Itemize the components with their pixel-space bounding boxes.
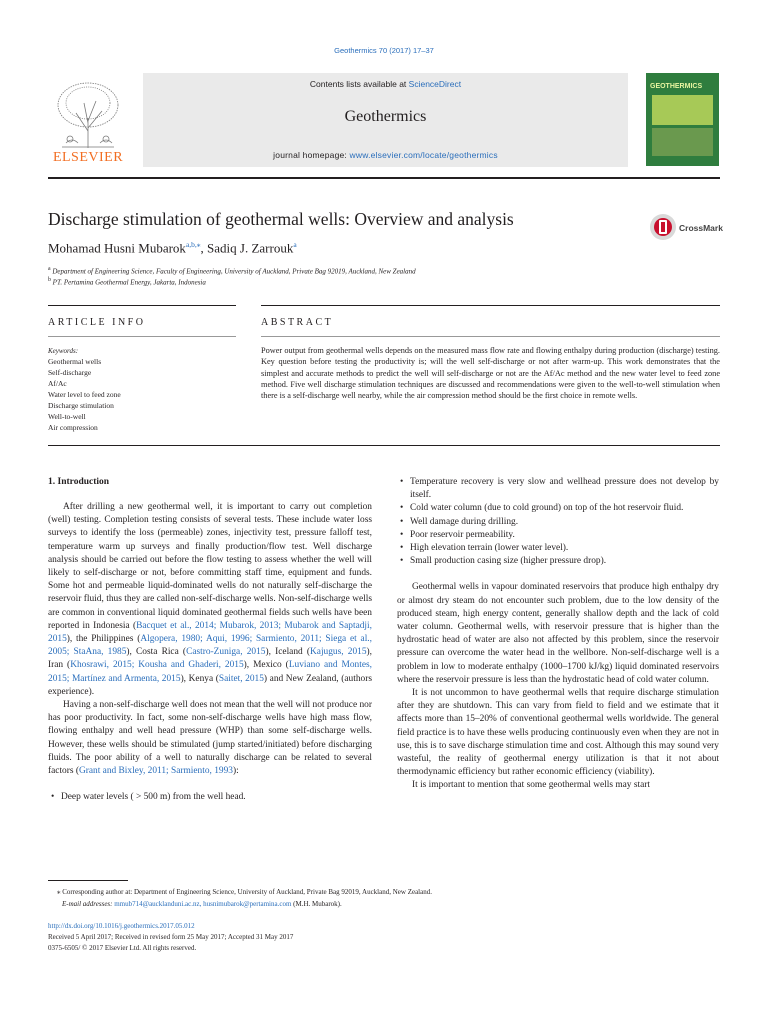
info-divider [48, 336, 236, 337]
abstract-heading: ABSTRACT [261, 317, 334, 328]
copyright-line: 0375-6505/ © 2017 Elsevier Ltd. All rights reserved. [48, 944, 197, 952]
citation-link[interactable]: Grant and Bixley, 2011; Sarmiento, 1993 [78, 766, 233, 777]
footnote-rule [48, 880, 128, 881]
journal-reference-link[interactable]: Geothermics 70 (2017) 17–37 [334, 46, 434, 55]
text-run: After drilling a new geothermal well, it is important to carry out completion (well) testing. Completion testing consists of several tests. These include water loss surveys to identify the loss (permeable) zones, injectivity test, pressure falloff test, temperature warm up surveys and finally production/flow test. Well discharge analysis should be carried out before the flow testing to assess whether the well will likely to self-discharge or not, before committing staff time, equipment and funds. Some hot and permeable liquid-dominated wells do not naturally self-discharge the reservoir fluid, thus they are called non-self-discharge wells. Non-self-discharge wells are common in conventional liquid dominated geothermal fields such wells have been reported in Indonesia ( [48, 502, 372, 631]
keyword-item: Water level to feed zone [48, 390, 121, 399]
journal-cover-thumbnail [646, 73, 719, 166]
text-run: Having a non-self-discharge well does not mean that the well will not produce nor has poor productivity. In fact, some non-self-discharge wells have high mass flow, flowing enthalpy and well head pressure (WHP) than some self-discharge wells. However, these wells should be stimulated (jump started/initiated) before discharging fluids. The poor ability of a well to naturally discharge can be related to several factors ( [48, 700, 372, 777]
text-run: ): [232, 766, 239, 777]
journal-homepage-link[interactable]: www.elsevier.com/locate/geothermics [349, 150, 498, 160]
footnote-marker: ⁎ [57, 888, 61, 896]
header-rule [48, 177, 720, 179]
email-links[interactable]: mmub714@aucklanduni.ac.nz, husnimubarok@pertamina.com [114, 900, 292, 908]
abstract-bottom-rule [48, 445, 720, 446]
keywords-label: Keywords: [48, 347, 79, 355]
text-run: ) and New Zealand, (authors experience). [48, 673, 372, 697]
text-run: ), Iran ( [48, 647, 372, 671]
author-name: Sadiq J. Zarrouk [207, 240, 294, 256]
keyword-item: Air compression [48, 423, 98, 432]
cover-image-block [652, 95, 713, 125]
citation-link[interactable]: Algopera, 1980; Aqui, 1996; Sarmiento, 2011; Siega et al., 2005; StaAna, 1985 [48, 634, 372, 658]
affiliation-marker: b [48, 277, 51, 283]
citation-link[interactable]: Luviano and Montes, 2015; Martínez and Armenta, 2015 [48, 660, 372, 684]
crossmark-label[interactable]: CrossMark [679, 223, 723, 233]
keyword-item: Af/Ac [48, 379, 67, 388]
elsevier-wordmark: ELSEVIER [52, 150, 124, 165]
article-info-heading: ARTICLE INFO [48, 317, 146, 328]
email-suffix: (M.H. Mubarok). [291, 900, 342, 908]
bullet-item: • Small production casing size (higher pressure drop). [397, 555, 719, 568]
author-affiliation-marker[interactable]: a [293, 240, 297, 249]
text-run: ), Mexico ( [243, 660, 289, 671]
footnote-text: Corresponding author at: Department of Engineering Science, University of Auckland, Private Bag 92019, Auckland, New Zealand. [60, 888, 432, 896]
author-affiliation-marker[interactable]: a,b,⁎ [185, 240, 201, 249]
affiliation-b [48, 277, 206, 286]
abstract-divider [261, 336, 720, 337]
bullet-item: • Poor reservoir permeability. [397, 529, 719, 542]
bullet-item: • Deep water levels ( > 500 m) from the well head. [48, 791, 372, 804]
citation-link[interactable]: Khosrawi, 2015; Kousha and Ghaderi, 2015 [70, 660, 244, 671]
text-run: ), the Philippines ( [66, 634, 141, 645]
journal-title: Geothermics [344, 108, 427, 125]
body-paragraph [48, 501, 372, 699]
abstract-text: Power output from geothermal wells depends on the measured mass flow rate and flowing enthalpy during production (discharge) testing. Key question before testing the productivity is; will the well self-discharge or not after warm-up. This work demonstrates that the simplest and accurate methods to predict the well will self-discharge or not are the Af/Ac method and the new water level to feed zone method. Five well discharge stimulation techniques are discussed and recommendations were given to the well-to-well stimulation when there is a self-discharge well nearby, while the air compression method should be the first choice in remote wells. [261, 346, 720, 401]
corresponding-author-footnote [57, 888, 432, 896]
bullet-item: • Temperature recovery is very slow and wellhead pressure does not develop by itself. [397, 476, 719, 502]
text-run: ), Costa Rica ( [126, 647, 187, 658]
doi-link[interactable]: http://dx.doi.org/10.1016/j.geothermics.2017.05.012 [48, 922, 195, 930]
affiliation-marker: a [48, 266, 51, 272]
cover-image-block [652, 128, 713, 156]
cover-title: GEOTHERMICS [650, 83, 703, 90]
body-paragraph: Geothermal wells in vapour dominated reservoirs that produce high enthalpy dry or almost dry steam do not encounter such problem, due to the low density of the produced steam, high energy content, generally shallow depth and the lack of cold water column. Geothermal wells, with reservoir pressure that is higher than the hydrostatic head of water are also not affected by this problem, since the reservoir pressure can overcome the water head in the wellbore. Non-self-discharge well is a problem in low to moderate enthalpy (1000–1700 kJ/kg) liquid dominated reservoirs where the reservoir pressure is less than the hydrostatic head of cold water column. [397, 582, 719, 685]
body-paragraph: It is not uncommon to have geothermal wells that require discharge stimulation after they are shutdown. This can vary from field to field and we estimate that it affects more than 15–20% of conventional geothermal wells worldwide. The general field practice is to have these wells producing continuously even when they are not in use, this is to save discharge stimulation time and cost. Although this may sound very wasteful, the reality of geothermal energy utilization is that it not about thermodynamic efficiency but rather economic efficiency (viability). [397, 688, 719, 778]
contents-lists-line [143, 79, 628, 89]
body-paragraph [48, 699, 372, 778]
body-column-right [397, 476, 719, 793]
citation-link[interactable]: Castro-Zuniga, 2015 [186, 647, 266, 658]
crossmark-icon[interactable] [649, 213, 677, 241]
keyword-item: Discharge stimulation [48, 401, 114, 410]
contents-prefix: Contents lists available at [309, 79, 409, 89]
bullet-item: • Cold water column (due to cold ground) on top of the hot reservoir fluid. [397, 502, 719, 515]
affiliation-text: Department of Engineering Science, Faculty of Engineering, University of Auckland, Private Bag 92019, Auckland, New Zealand [52, 267, 416, 276]
bullet-item: • High elevation terrain (lower water level). [397, 542, 719, 555]
body-column-left [48, 501, 372, 804]
author-separator: , [200, 240, 208, 256]
text-run: ), Kenya ( [180, 673, 219, 684]
body-paragraph: It is important to mention that some geothermal wells may start [412, 780, 650, 791]
bullet-item: • Well damage during drilling. [397, 516, 719, 529]
article-title: Discharge stimulation of geothermal wells: Overview and analysis [48, 209, 514, 229]
citation-link[interactable]: Saitet, 2015 [218, 673, 264, 684]
sciencedirect-link[interactable]: ScienceDirect [408, 79, 462, 89]
journal-banner [143, 73, 628, 167]
author-name: Mohamad Husni Mubarok [48, 240, 186, 256]
journal-homepage-line [143, 150, 628, 160]
section-heading-introduction: 1. Introduction [48, 477, 110, 487]
affiliation-a [48, 266, 416, 275]
info-top-rule [48, 305, 236, 306]
abstract-top-rule [261, 305, 720, 306]
received-dates: Received 5 April 2017; Received in revised form 25 May 2017; Accepted 31 May 2017 [48, 933, 294, 941]
keyword-item: Well-to-well [48, 412, 86, 421]
author-list [48, 240, 297, 256]
affiliation-text: PT. Pertamina Geothermal Energy, Jakarta, Indonesia [52, 278, 206, 287]
keyword-item: Self-discharge [48, 368, 92, 377]
citation-link[interactable]: Bacquet et al., 2014; Mubarok, 2013; Mubarok and Saptadji, 2015 [48, 620, 372, 645]
email-label: E-mail addresses: [62, 900, 115, 908]
keyword-item: Geothermal wells [48, 357, 102, 366]
citation-link[interactable]: Kajugus, 2015 [310, 647, 367, 658]
text-run: ), Iceland ( [265, 647, 311, 658]
homepage-prefix: journal homepage: [273, 150, 350, 160]
email-footnote [62, 900, 342, 908]
